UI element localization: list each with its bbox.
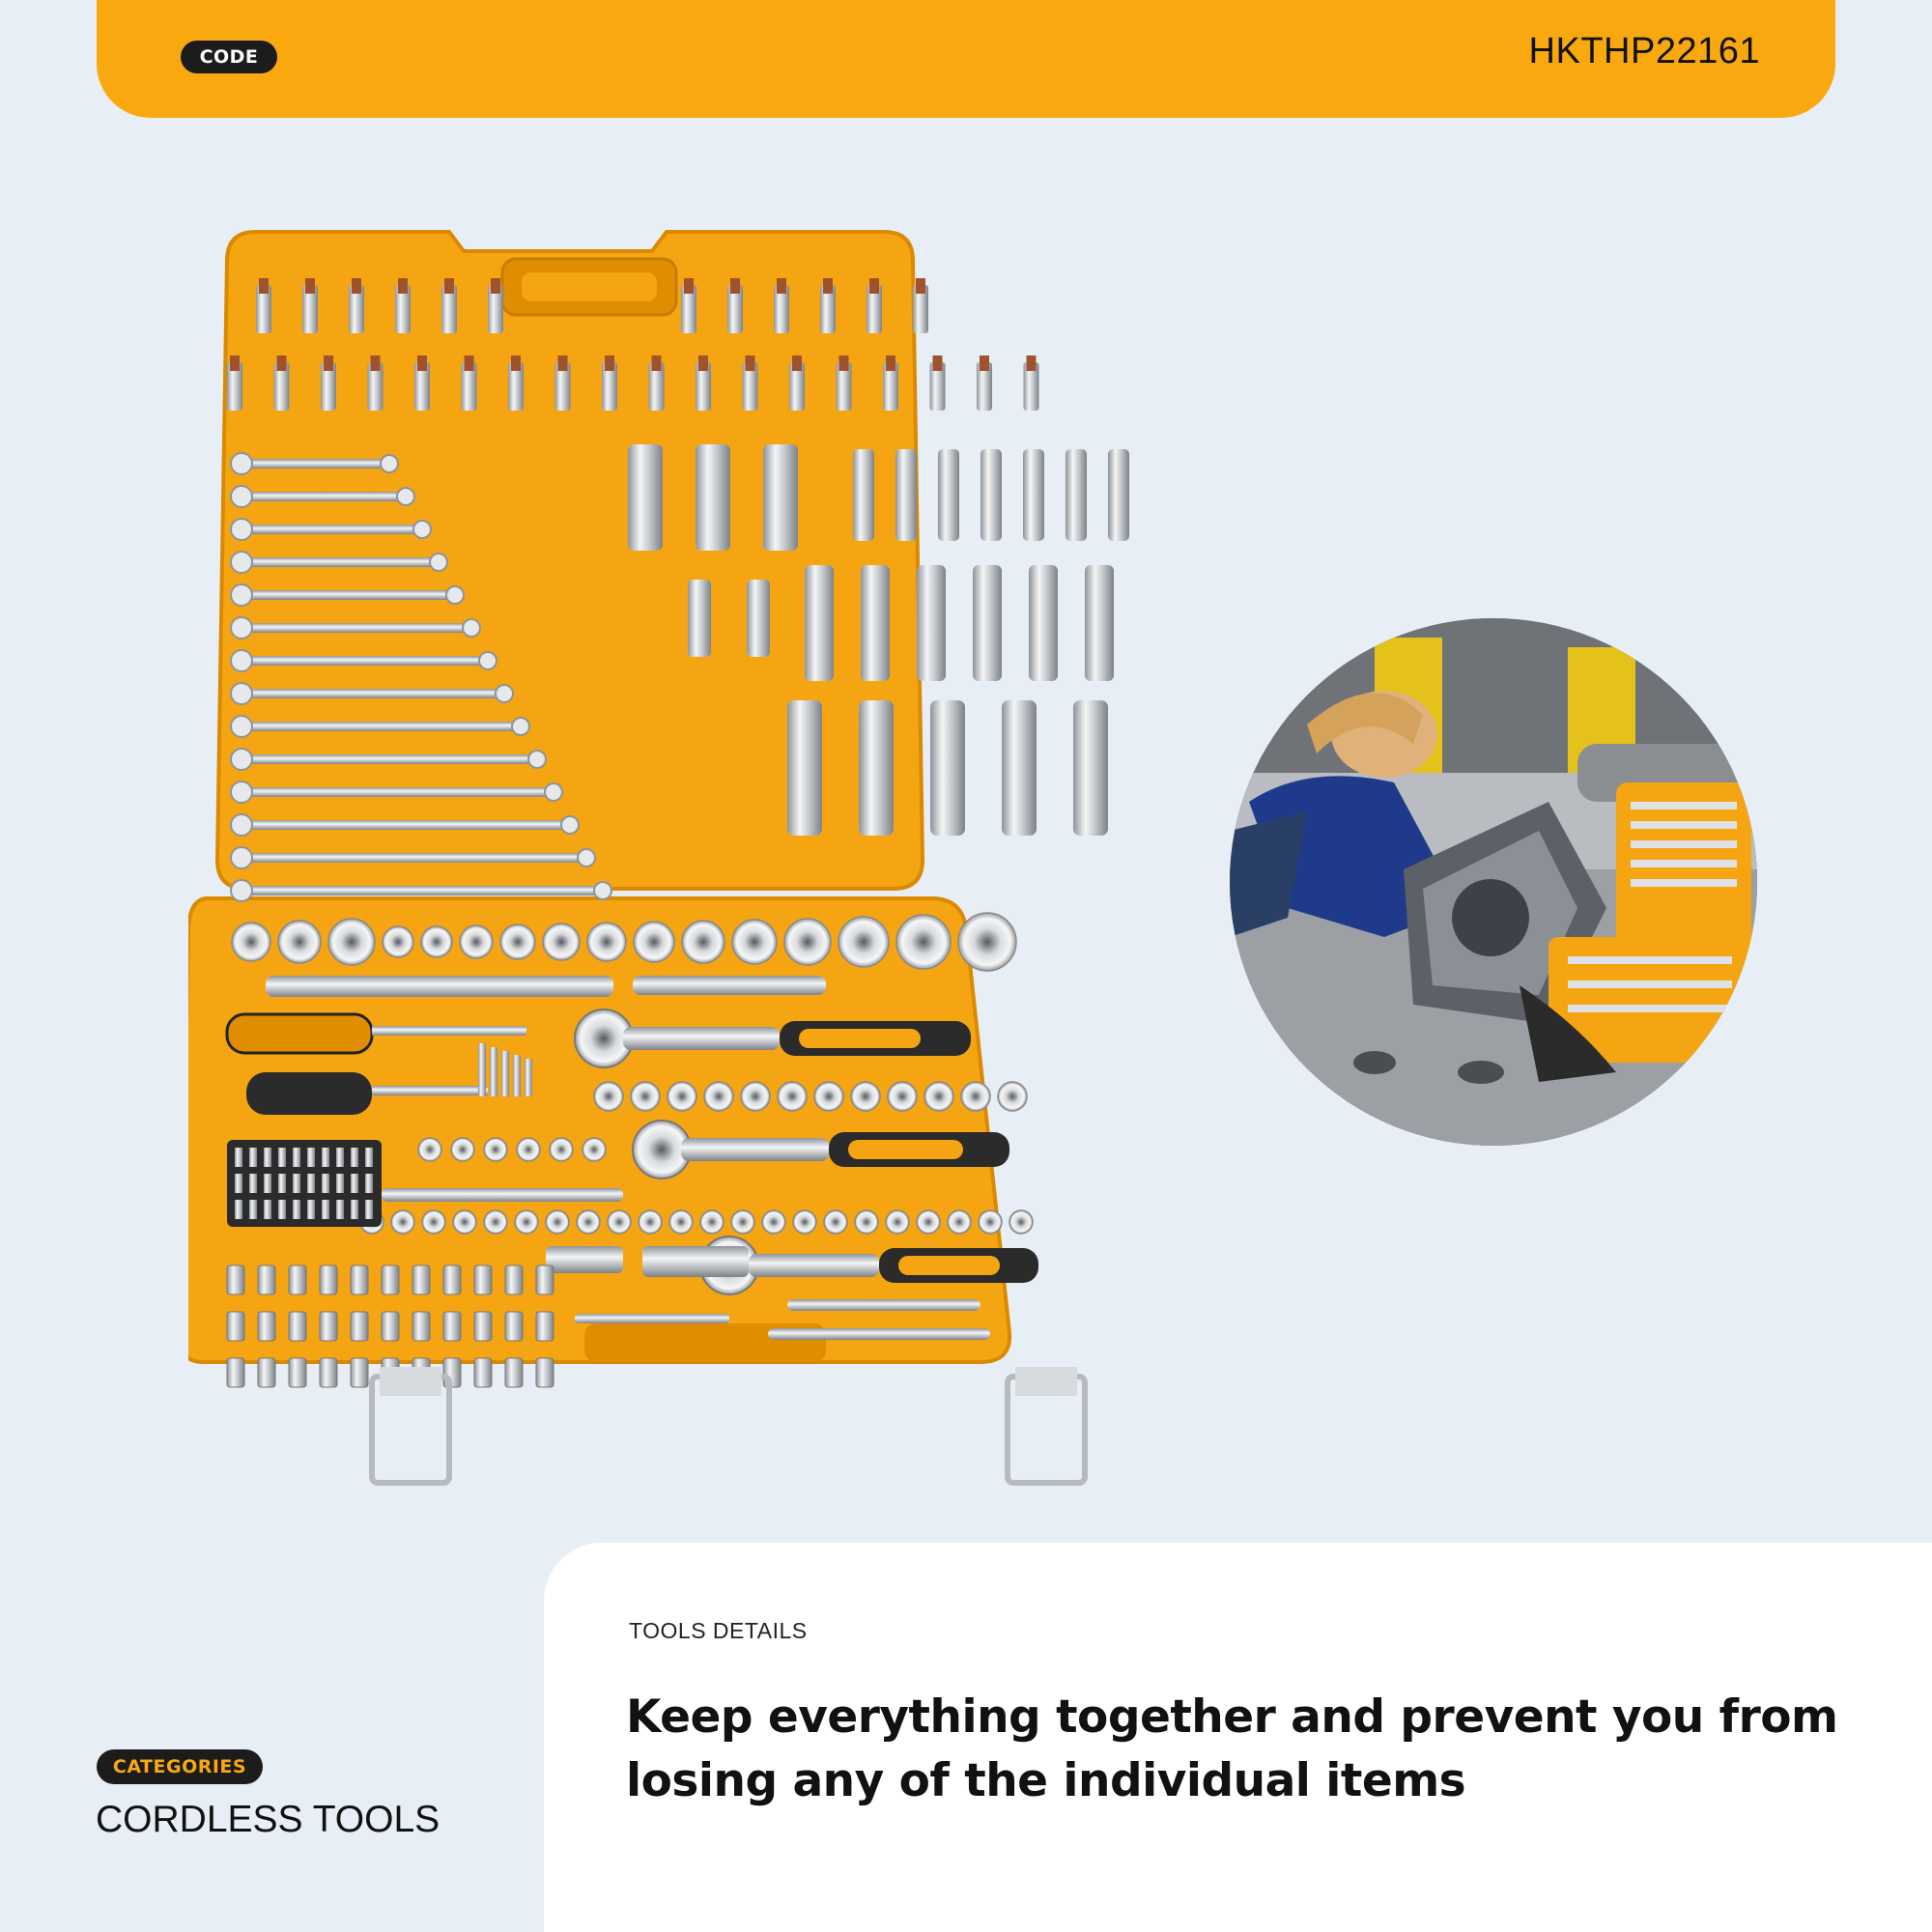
bit-socket [412, 1265, 430, 1294]
bit-tip [277, 355, 287, 371]
deep-socket [1065, 449, 1087, 541]
bit-socket [688, 580, 711, 657]
bit-socket [382, 1265, 399, 1294]
bit-tip [605, 355, 614, 371]
wrench-open-end [528, 751, 546, 768]
socket [550, 1138, 573, 1161]
wrench [237, 853, 588, 863]
socket [608, 1210, 631, 1234]
screwdriver-bit [336, 1174, 344, 1193]
bit-socket [289, 1312, 306, 1341]
socket [979, 1210, 1002, 1234]
bit-tip [886, 355, 895, 371]
ratchet-neck [623, 1027, 780, 1050]
socket [824, 1210, 847, 1234]
screwdriver-bit [264, 1148, 271, 1167]
universal-joint [546, 1246, 623, 1273]
screwdriver-bit [351, 1148, 358, 1167]
wrench-ring [231, 453, 252, 474]
wrench [237, 459, 391, 469]
deep-socket [861, 565, 890, 681]
screwdriver-bit [278, 1174, 286, 1193]
screwdriver-bit [336, 1148, 344, 1167]
socket [700, 1210, 724, 1234]
bit-tip [398, 278, 408, 294]
socket [741, 1082, 770, 1111]
wrench-open-end [413, 521, 431, 538]
socket [517, 1138, 540, 1161]
header-bar [97, 0, 1835, 118]
deep-socket [853, 449, 874, 541]
wrench-ring [231, 650, 252, 671]
socket [669, 1210, 693, 1234]
screwdriver-shaft [372, 1026, 526, 1036]
socket [731, 1210, 754, 1234]
socket [500, 924, 535, 959]
bit-socket [474, 1312, 492, 1341]
bit-socket [505, 1265, 523, 1294]
ratchet-grip [799, 1029, 921, 1048]
socket [924, 1082, 953, 1111]
socket [639, 1210, 662, 1234]
bit-tip [839, 355, 849, 371]
wrench-open-end [430, 554, 447, 571]
socket [793, 1210, 816, 1234]
bit-tip [916, 278, 925, 294]
wrench-open-end [397, 488, 414, 505]
bit-socket [443, 1312, 461, 1341]
bit-socket [351, 1312, 368, 1341]
screwdriver-bit [278, 1148, 286, 1167]
bit-socket [382, 1312, 399, 1341]
deep-socket [628, 444, 663, 551]
screwdriver-bit [264, 1200, 271, 1219]
bit-tip [558, 355, 568, 371]
screwdriver-bit [365, 1200, 373, 1219]
wrench-ring [231, 749, 252, 770]
ratchet-neck [681, 1138, 829, 1161]
bit-tip [444, 278, 454, 294]
bit-socket [258, 1312, 275, 1341]
deep-socket [787, 700, 822, 836]
socket [546, 1210, 569, 1234]
deep-socket [1073, 700, 1108, 836]
wrench-ring [231, 552, 252, 573]
socket [453, 1210, 476, 1234]
deep-socket [980, 449, 1002, 541]
socket [484, 1138, 507, 1161]
bit-tip [417, 355, 427, 371]
bit-socket [227, 1358, 244, 1387]
bit-tip [491, 278, 500, 294]
bit-tip [980, 355, 989, 371]
extension-bar [266, 976, 613, 997]
screwdriver-bit [336, 1200, 344, 1219]
deep-socket [1108, 449, 1129, 541]
deep-socket [973, 565, 1002, 681]
screwdriver-bit [235, 1200, 242, 1219]
bit-socket [289, 1358, 306, 1387]
socket [421, 926, 452, 957]
bit-socket [258, 1265, 275, 1294]
bit-tip [259, 278, 269, 294]
bit-tip [792, 355, 802, 371]
socket [948, 1210, 971, 1234]
socket [577, 1210, 600, 1234]
socket [460, 925, 493, 958]
socket [391, 1210, 414, 1234]
bit-socket [289, 1265, 306, 1294]
details-label: TOOLS DETAILS [629, 1618, 808, 1643]
socket [328, 919, 375, 965]
wrench [237, 787, 555, 797]
screwdriver-bit [264, 1174, 271, 1193]
wrench-ring [231, 847, 252, 868]
screwdriver-bit [249, 1148, 257, 1167]
socket [704, 1082, 733, 1111]
wrench [237, 525, 424, 534]
wrench-ring [231, 716, 252, 737]
socket [582, 1138, 606, 1161]
t-handle [382, 1188, 623, 1202]
screwdriver-bit [307, 1148, 315, 1167]
screwdriver-shaft [372, 1086, 488, 1095]
screwdriver-handle [246, 1072, 372, 1115]
wrench-open-end [496, 685, 513, 702]
hex-key [513, 1055, 521, 1096]
wrench-ring [231, 683, 252, 704]
screwdriver-bit [307, 1174, 315, 1193]
wrench-open-end [479, 652, 497, 669]
screwdriver-bit [235, 1174, 242, 1193]
screwdriver-bit [322, 1174, 329, 1193]
tool-case-image [188, 222, 1290, 1507]
wrench-open-end [446, 586, 464, 604]
ratchet-neck [749, 1254, 879, 1277]
socket [896, 915, 951, 969]
wrench-ring [231, 880, 252, 901]
bit-socket [412, 1312, 430, 1341]
bit-tip [823, 278, 833, 294]
bit-tip [777, 278, 786, 294]
screwdriver-bit [351, 1200, 358, 1219]
bit-socket [320, 1265, 337, 1294]
wrench-open-end [463, 619, 480, 637]
bit-tip [933, 355, 943, 371]
socket [631, 1082, 660, 1111]
hex-key [490, 1047, 497, 1096]
screwdriver-bit [307, 1200, 315, 1219]
socket [451, 1138, 474, 1161]
deep-socket [917, 565, 946, 681]
wrench [237, 623, 473, 633]
socket [587, 923, 626, 961]
socket [682, 921, 724, 963]
wrench [237, 820, 572, 830]
deep-socket [859, 700, 894, 836]
bit-tip [511, 355, 521, 371]
socket [888, 1082, 917, 1111]
wrench-ring [231, 781, 252, 803]
bit-socket [536, 1312, 554, 1341]
socket [1009, 1210, 1033, 1234]
socket [814, 1082, 843, 1111]
bit-socket [505, 1312, 523, 1341]
deep-socket [930, 700, 965, 836]
wrench-open-end [545, 783, 562, 801]
wrench-ring [231, 814, 252, 836]
bit-tip [746, 355, 755, 371]
screwdriver-bit [278, 1200, 286, 1219]
wrench-ring [231, 486, 252, 507]
socket [232, 923, 270, 961]
screwdriver-bit [293, 1200, 300, 1219]
bit-socket [536, 1358, 554, 1387]
socket [594, 1082, 623, 1111]
socket [998, 1082, 1027, 1111]
product-code: HKTHP22161 [1528, 31, 1760, 71]
bit-socket [351, 1265, 368, 1294]
screwdriver-bit [365, 1148, 373, 1167]
deep-socket [895, 449, 917, 541]
mechanic-photo-icon [1230, 618, 1757, 1146]
bit-tip [324, 355, 333, 371]
screwdriver-bit [322, 1148, 329, 1167]
bit-tip [698, 355, 708, 371]
tool-case-icon [188, 222, 1290, 1507]
wrench [237, 656, 490, 666]
sliding-bar [787, 1299, 980, 1311]
deep-socket [805, 565, 834, 681]
wrench-ring [231, 584, 252, 606]
extension-bar [633, 976, 826, 995]
bit-socket [320, 1358, 337, 1387]
socket [855, 1210, 878, 1234]
bit-tip [1027, 355, 1037, 371]
wrench [237, 557, 440, 567]
wrench-open-end [512, 718, 529, 735]
socket [484, 1210, 507, 1234]
bit-socket [747, 580, 770, 657]
wrench [237, 590, 457, 600]
wrench-open-end [594, 882, 611, 899]
socket [961, 1082, 990, 1111]
extension-bar [575, 1314, 729, 1323]
bit-socket [536, 1265, 554, 1294]
wrench-open-end [561, 816, 579, 834]
details-card [544, 1543, 1932, 1932]
usage-photo [1230, 618, 1757, 1146]
socket [418, 1138, 441, 1161]
bit-tip [230, 355, 240, 371]
screwdriver-bit [365, 1174, 373, 1193]
bit-tip [869, 278, 879, 294]
screwdriver-bit [322, 1200, 329, 1219]
socket [515, 1210, 538, 1234]
bit-tip [352, 278, 361, 294]
wrench-open-end [381, 455, 398, 472]
screwdriver-bit [249, 1174, 257, 1193]
screwdriver-bit [249, 1200, 257, 1219]
socket [851, 1082, 880, 1111]
deep-socket [696, 444, 730, 551]
wrench [237, 754, 539, 764]
socket [732, 920, 777, 964]
wrench [237, 886, 605, 895]
bit-tip [730, 278, 740, 294]
socket [422, 1210, 445, 1234]
code-badge: CODE [181, 41, 277, 73]
deep-socket [1029, 565, 1058, 681]
wrench-open-end [578, 849, 595, 867]
wrench-ring [231, 519, 252, 540]
bit-tip [465, 355, 474, 371]
screwdriver-bit [235, 1148, 242, 1167]
screwdriver-bit [293, 1148, 300, 1167]
wrench-ring [231, 617, 252, 639]
ratchet-grip [848, 1140, 963, 1159]
wrench [237, 689, 506, 698]
socket [778, 1082, 807, 1111]
socket [838, 917, 889, 967]
socket [762, 1210, 785, 1234]
socket [784, 919, 831, 965]
bit-tip [305, 278, 315, 294]
deep-socket [938, 449, 959, 541]
bit-socket [474, 1265, 492, 1294]
screwdriver-bit [293, 1174, 300, 1193]
ratchet-grip [898, 1256, 1000, 1275]
socket [634, 922, 674, 962]
categories-badge: CATEGORIES [97, 1749, 263, 1784]
socket [668, 1082, 696, 1111]
bit-socket [227, 1265, 244, 1294]
socket [958, 913, 1016, 971]
bit-socket [227, 1312, 244, 1341]
socket [278, 921, 321, 963]
screwdriver-bit [351, 1174, 358, 1193]
bit-socket [320, 1312, 337, 1341]
socket [383, 926, 413, 957]
wrench [237, 492, 408, 501]
category-value: CORDLESS TOOLS [96, 1799, 440, 1840]
bit-tip [684, 278, 694, 294]
hex-key [478, 1043, 486, 1096]
bit-socket [258, 1358, 275, 1387]
bit-socket [505, 1358, 523, 1387]
socket [886, 1210, 909, 1234]
bit-socket [351, 1358, 368, 1387]
deep-socket [1085, 565, 1114, 681]
hex-key [501, 1051, 509, 1096]
hex-key [525, 1059, 532, 1096]
bit-socket [474, 1358, 492, 1387]
sliding-bar [768, 1328, 990, 1340]
deep-socket [1002, 700, 1037, 836]
bit-tip [652, 355, 662, 371]
bit-tip [371, 355, 381, 371]
screwdriver-handle [227, 1014, 372, 1053]
universal-joint [642, 1246, 749, 1277]
socket [543, 923, 580, 960]
wrench [237, 722, 523, 731]
bit-socket [443, 1265, 461, 1294]
details-headline: Keep everything together and prevent you from losing any of the individual items [626, 1690, 1838, 1807]
deep-socket [1023, 449, 1044, 541]
socket [917, 1210, 940, 1234]
deep-socket [763, 444, 798, 551]
